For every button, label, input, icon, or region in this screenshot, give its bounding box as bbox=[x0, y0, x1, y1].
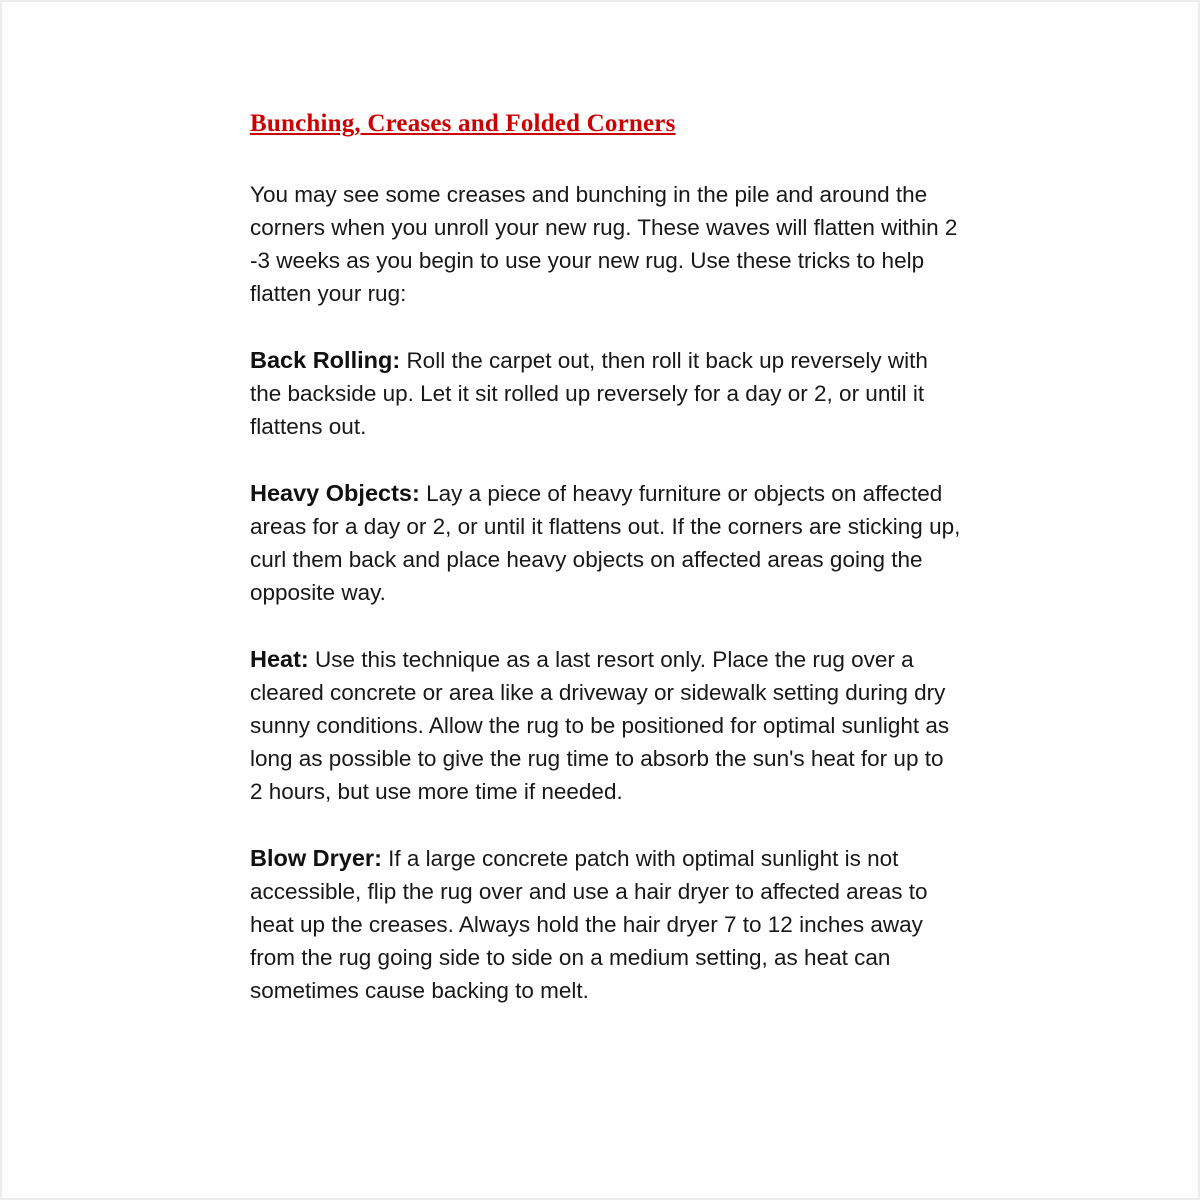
section-paragraph bbox=[250, 344, 962, 443]
section-text: Roll the carpet out, then roll it back up reversely with the backside up. Let it sit rolled up reversely for a day or 2, or until it flattens out. bbox=[250, 348, 928, 439]
section-paragraph bbox=[250, 643, 962, 808]
section-heat bbox=[250, 643, 962, 808]
section-label: Heat: bbox=[250, 646, 309, 672]
section-label: Heavy Objects: bbox=[250, 480, 420, 506]
section-text: If a large concrete patch with optimal sunlight is not accessible, flip the rug over and use a hair dryer to affected areas to heat up the creases. Always hold the hair dryer 7 to 12 inches away from the rug going side to side on a medium setting, as heat can sometimes cause backing to melt. bbox=[250, 846, 928, 1003]
section-text: Lay a piece of heavy furniture or objects on affected areas for a day or 2, or until it flattens out. If the corners are sticking up, curl them back and place heavy objects on affected areas going the opposite way. bbox=[250, 481, 961, 605]
section-text: Use this technique as a last resort only. Place the rug over a cleared concrete or area like a driveway or sidewalk setting during dry sunny conditions. Allow the rug to be positioned for optimal sunlight as long as possible to give the rug time to absorb the sun's heat for up to 2 hours, but use more time if needed. bbox=[250, 647, 950, 804]
section-paragraph bbox=[250, 477, 962, 609]
page-title: Bunching, Creases and Folded Corners bbox=[250, 110, 676, 137]
section-blow-dryer bbox=[250, 842, 962, 1007]
intro-paragraph: You may see some creases and bunching in the pile and around the corners when you unroll your new rug. These waves will flatten within 2 -3 weeks as you begin to use your new rug. Use these tricks to help flatten your rug: bbox=[250, 182, 958, 306]
section-back-rolling bbox=[250, 344, 962, 443]
section-heavy-objects bbox=[250, 477, 962, 609]
document-content bbox=[250, 110, 962, 1041]
section-label: Back Rolling: bbox=[250, 347, 401, 373]
section-label: Blow Dryer: bbox=[250, 845, 382, 871]
section-paragraph bbox=[250, 842, 962, 1007]
